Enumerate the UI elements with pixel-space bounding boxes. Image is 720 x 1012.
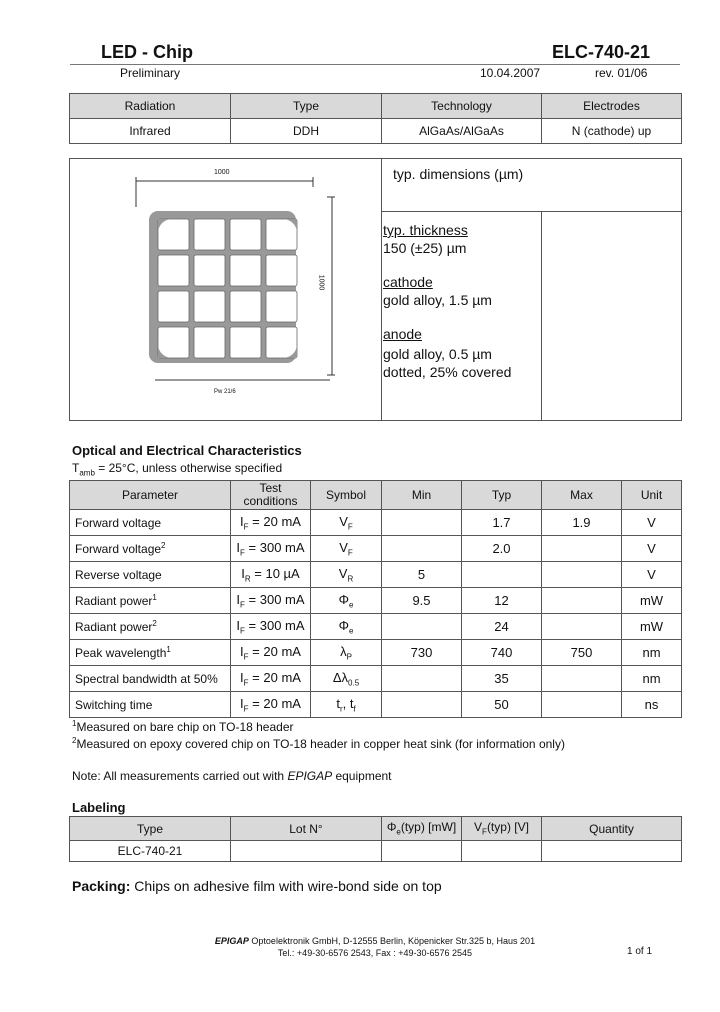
cond-symbol: I <box>241 565 245 581</box>
table-row <box>70 510 682 536</box>
cond-subscript: R <box>244 574 251 584</box>
footer-company <box>70 936 680 946</box>
symbol-subscript: f <box>353 704 356 714</box>
symbol-subscript: R <box>347 574 354 584</box>
unit-cell: nm <box>622 640 682 666</box>
min-cell: 9.5 <box>382 588 462 614</box>
param-cell <box>70 536 231 562</box>
condition-cell <box>231 692 311 718</box>
condition-text: = 25°C, unless otherwise specified <box>94 461 283 475</box>
footnote-ref: 2 <box>152 619 157 628</box>
cond-symbol: I <box>240 695 244 711</box>
cond-value: = 300 mA <box>244 591 305 607</box>
footnote-ref: 1 <box>166 645 171 654</box>
param-cell <box>70 640 231 666</box>
column-header: Unit <box>622 481 682 510</box>
min-cell <box>382 666 462 692</box>
header-subscript: e <box>396 827 401 837</box>
param-name: Reverse voltage <box>75 567 162 582</box>
table-row <box>70 588 682 614</box>
typ-cell: 35 <box>462 666 542 692</box>
max-cell <box>542 692 622 718</box>
summary-header: Radiation <box>70 94 231 119</box>
header-divider <box>70 64 680 65</box>
min-cell <box>382 614 462 640</box>
labeling-cell <box>382 841 462 862</box>
cond-symbol: I <box>240 669 244 685</box>
cond-value: = 20 mA <box>248 669 301 685</box>
condition-cell <box>231 536 311 562</box>
min-cell: 5 <box>382 562 462 588</box>
chip-cell <box>230 255 261 286</box>
characteristics-table <box>69 480 682 718</box>
symbol-subscript: r <box>339 704 343 714</box>
cond-subscript: F <box>243 704 249 714</box>
condition-symbol: T <box>72 461 80 475</box>
cond-value: = 10 µA <box>250 565 300 581</box>
min-cell <box>382 536 462 562</box>
symbol-cell <box>311 588 382 614</box>
cond-subscript: F <box>243 678 249 688</box>
min-cell <box>382 692 462 718</box>
width-dimension: 1000 <box>214 169 230 176</box>
cond-value: = 300 mA <box>244 539 305 555</box>
symbol-text: Φ <box>338 591 349 607</box>
page-number: 1 of 1 <box>627 946 653 957</box>
footer-address: Optoelektronik GmbH, D-12555 Berlin, Köpenicker Str.325 b, Haus 201 <box>248 936 536 946</box>
typ-cell: 2.0 <box>462 536 542 562</box>
cond-subscript: F <box>240 548 245 558</box>
status-label: Preliminary <box>120 66 181 80</box>
labeling-title: Labeling <box>72 800 126 815</box>
param-name: Radiant power <box>75 620 153 634</box>
packing-label: Packing: <box>72 878 131 894</box>
cond-subscript: F <box>243 652 249 662</box>
labeling-cell: ELC-740-21 <box>70 841 231 862</box>
header-subscript: F <box>482 827 487 837</box>
chip-cell <box>266 291 297 322</box>
labeling-cell <box>542 841 682 862</box>
symbol-text: Φ <box>338 617 349 633</box>
footnote-mark: 1 <box>72 719 77 728</box>
characteristics-condition <box>72 461 282 477</box>
cond-value: = 300 mA <box>244 617 305 633</box>
unit-cell: V <box>622 536 682 562</box>
param-name: Spectral bandwidth at 50% <box>75 671 218 686</box>
cond-symbol: I <box>240 643 244 659</box>
condition-cell <box>231 666 311 692</box>
summary-header: Electrodes <box>542 94 682 119</box>
max-cell <box>542 614 622 640</box>
height-dimension: 1000 <box>317 274 325 291</box>
document-title: LED - Chip <box>101 42 193 62</box>
chip-cell <box>158 219 189 250</box>
summary-cell: AlGaAs/AlGaAs <box>382 119 542 144</box>
symbol-subscript: e <box>348 600 354 610</box>
column-header: Max <box>542 481 622 510</box>
min-cell: 730 <box>382 640 462 666</box>
symbol-cell <box>311 692 382 718</box>
symbol-text: λ <box>340 643 347 659</box>
param-cell <box>70 614 231 640</box>
chip-cell <box>158 255 189 286</box>
column-header: Symbol <box>311 481 382 510</box>
max-cell <box>542 562 622 588</box>
chip-cell <box>230 219 261 250</box>
labeling-header: Lot N° <box>231 817 382 841</box>
max-cell <box>542 536 622 562</box>
chip-drawing <box>125 167 345 407</box>
cond-subscript: F <box>240 626 245 636</box>
cathode-value: gold alloy, 1.5 µm <box>383 292 492 308</box>
cond-value: = 20 mA <box>248 643 301 659</box>
chip-cell <box>230 291 261 322</box>
footnote-ref: 1 <box>152 593 157 602</box>
symbol-text: V <box>339 513 348 529</box>
symbol-text: t <box>336 695 340 711</box>
note-brand: EPIGAP <box>287 769 333 783</box>
anode-label: anode <box>383 326 422 342</box>
symbol-text: Δλ <box>332 669 349 685</box>
summary-table <box>69 93 682 144</box>
thickness-label: typ. thickness <box>383 222 468 238</box>
table-row <box>70 614 682 640</box>
note-text: equipment <box>332 769 392 783</box>
symbol-text: V <box>339 539 348 555</box>
footnote-text: Measured on epoxy covered chip on TO-18 header in copper heat sink (for information only) <box>76 737 565 751</box>
symbol-subscript: F <box>347 522 353 532</box>
column-header: Test conditions <box>231 481 311 510</box>
max-cell: 750 <box>542 640 622 666</box>
chip-cell <box>158 291 189 322</box>
header-text: (typ) [mW] <box>400 820 457 835</box>
summary-cell: Infrared <box>70 119 231 144</box>
symbol-text: V <box>338 565 348 581</box>
unit-cell: mW <box>622 614 682 640</box>
min-cell <box>382 510 462 536</box>
column-header: Parameter <box>70 481 231 510</box>
cond-value: = 20 mA <box>248 695 301 711</box>
cond-symbol: I <box>236 617 241 633</box>
unit-cell: ns <box>622 692 682 718</box>
anode-value-2: dotted, 25% covered <box>383 364 512 380</box>
condition-cell <box>231 640 311 666</box>
typ-cell: 12 <box>462 588 542 614</box>
column-header: Min <box>382 481 462 510</box>
footer-brand: EPIGAP <box>214 936 249 946</box>
param-name: Radiant power <box>75 594 153 608</box>
symbol-cell <box>311 510 382 536</box>
table-row <box>70 562 682 588</box>
typ-cell: 1.7 <box>462 510 542 536</box>
condition-cell <box>231 562 311 588</box>
param-cell <box>70 588 231 614</box>
chip-cell <box>230 327 261 358</box>
cathode-label: cathode <box>383 274 433 290</box>
chip-cell <box>194 255 225 286</box>
dimensions-heading: typ. dimensions (µm) <box>393 166 524 182</box>
packing-line <box>72 878 442 894</box>
param-cell <box>70 692 231 718</box>
header-symbol: Φ <box>386 820 397 835</box>
summary-cell: N (cathode) up <box>542 119 682 144</box>
param-name: Peak wavelength <box>75 646 167 660</box>
chip-cell <box>266 327 297 358</box>
cond-symbol: I <box>240 513 244 529</box>
max-cell <box>542 588 622 614</box>
labeling-cell <box>231 841 382 862</box>
part-number: ELC-740-21 <box>551 42 650 62</box>
panel-divider <box>541 211 542 420</box>
revision-label: rev. 01/06 <box>595 66 648 80</box>
cond-value: = 20 mA <box>248 513 301 529</box>
symbol-cell <box>311 562 382 588</box>
cond-subscript: F <box>240 600 245 610</box>
drawing-caption: Pw 21/6 <box>214 389 236 395</box>
unit-cell: V <box>622 510 682 536</box>
symbol-text: , t <box>342 695 354 711</box>
cond-symbol: I <box>236 591 241 607</box>
footnote-2 <box>72 736 565 751</box>
dimensions-panel <box>69 158 682 421</box>
symbol-cell <box>311 536 382 562</box>
symbol-subscript: 0.5 <box>348 678 360 688</box>
param-cell <box>70 666 231 692</box>
chip-cell <box>266 219 297 250</box>
document-date: 10.04.2007 <box>480 66 541 80</box>
param-name: Switching time <box>75 697 153 712</box>
labeling-header <box>462 817 542 841</box>
labeling-table <box>69 816 682 862</box>
typ-cell: 740 <box>462 640 542 666</box>
condition-cell <box>231 510 311 536</box>
labeling-header: Quantity <box>542 817 682 841</box>
chip-cell <box>194 327 225 358</box>
chip-cell <box>194 219 225 250</box>
cond-subscript: F <box>243 522 249 532</box>
packing-text: Chips on adhesive film with wire-bond side on top <box>134 878 442 894</box>
table-row <box>70 692 682 718</box>
labeling-header: Type <box>70 817 231 841</box>
chip-cell <box>266 255 297 286</box>
column-header: Typ <box>462 481 542 510</box>
labeling-cell <box>462 841 542 862</box>
typ-cell <box>462 562 542 588</box>
typ-cell: 50 <box>462 692 542 718</box>
panel-divider <box>381 159 382 420</box>
typ-cell: 24 <box>462 614 542 640</box>
symbol-subscript: F <box>347 548 353 558</box>
symbol-cell <box>311 666 382 692</box>
max-cell: 1.9 <box>542 510 622 536</box>
measurement-note <box>72 769 392 783</box>
unit-cell: V <box>622 562 682 588</box>
footnote-mark: 2 <box>72 736 77 745</box>
max-cell <box>542 666 622 692</box>
anode-value: gold alloy, 0.5 µm <box>383 346 492 362</box>
chip-cell <box>158 327 189 358</box>
characteristics-title: Optical and Electrical Characteristics <box>72 443 302 458</box>
summary-header: Technology <box>382 94 542 119</box>
param-name: Forward voltage <box>75 542 162 556</box>
footnote-1 <box>72 719 293 734</box>
table-row <box>70 640 682 666</box>
condition-cell <box>231 614 311 640</box>
summary-header: Type <box>231 94 382 119</box>
panel-divider <box>381 211 681 212</box>
header-text: (typ) [V] <box>486 820 529 835</box>
note-text: Note: All measurements carried out with <box>72 769 288 783</box>
param-cell <box>70 562 231 588</box>
table-row <box>70 536 682 562</box>
cond-symbol: I <box>236 539 241 555</box>
unit-cell: nm <box>622 666 682 692</box>
param-name: Forward voltage <box>75 515 162 530</box>
footnote-ref: 2 <box>161 541 166 550</box>
header-symbol: V <box>474 820 483 835</box>
symbol-cell <box>311 614 382 640</box>
condition-subscript: amb <box>79 468 95 478</box>
symbol-subscript: P <box>346 652 352 662</box>
labeling-header <box>382 817 462 841</box>
unit-cell: mW <box>622 588 682 614</box>
footer-phone: Tel.: +49-30-6576 2543, Fax : +49-30-6576 2545 <box>277 948 473 958</box>
footnote-text: Measured on bare chip on TO-18 header <box>76 720 294 734</box>
table-row <box>70 666 682 692</box>
condition-cell <box>231 588 311 614</box>
summary-cell: DDH <box>231 119 382 144</box>
param-cell <box>70 510 231 536</box>
thickness-value: 150 (±25) µm <box>383 240 467 256</box>
symbol-cell <box>311 640 382 666</box>
symbol-subscript: e <box>348 626 354 636</box>
chip-cell <box>194 291 225 322</box>
